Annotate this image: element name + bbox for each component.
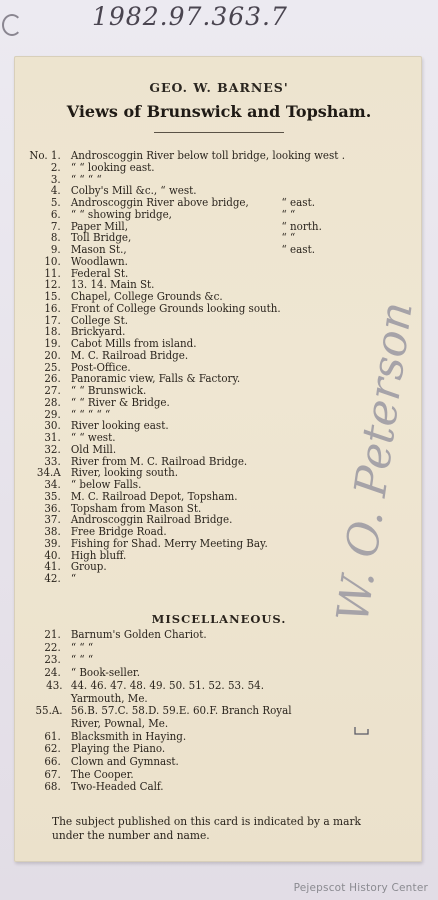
view-item-number: 8.: [50, 231, 61, 245]
view-item-title: “ “ showing bridge,: [70, 207, 172, 221]
view-item-number: 27.: [44, 384, 61, 397]
view-item-title: Chapel, College Grounds &c.: [70, 290, 223, 303]
view-item-direction: “ “: [281, 231, 296, 245]
misc-item: [0, 730, 403, 743]
view-item-title: Post-Office.: [70, 360, 131, 374]
view-item-number: 16.: [44, 301, 61, 315]
view-item-number: 9.: [50, 243, 61, 256]
misc-item-title: 56.B. 57.C. 58.D. 59.E. 60.F. Branch Royal: [70, 704, 292, 718]
view-item-number: 12.: [44, 278, 61, 292]
watermark: Pejepscot History Center: [293, 882, 428, 894]
view-item-number: 42.: [44, 572, 61, 585]
view-item-number: 5.: [50, 196, 61, 209]
view-item-direction: “ “: [281, 207, 296, 221]
view-item-number: 40.: [44, 548, 61, 562]
view-item-number: 4.: [50, 184, 61, 198]
view-item-title: River, looking south.: [70, 466, 178, 480]
view-item-title: Panoramic view, Falls & Factory.: [70, 372, 241, 386]
catalog-subtitle: Views of Brunswick and Topsham.: [66, 102, 372, 121]
view-item-title: Topsham from Mason St.: [70, 501, 202, 515]
view-item-title: M. C. Railroad Depot, Topsham.: [70, 489, 238, 503]
misc-item-title: Playing the Piano.: [70, 742, 166, 756]
view-item-number: 7.: [50, 219, 61, 233]
view-item-number: 28.: [44, 395, 61, 409]
view-item-number: 10.: [44, 254, 61, 268]
view-item-title: Mason St.,: [70, 243, 127, 256]
miscellaneous-heading: MISCELLANEOUS.: [151, 612, 287, 626]
misc-item: [0, 717, 403, 730]
view-item-title: Fishing for Shad. Merry Meeting Bay.: [70, 536, 268, 550]
view-item-title: Toll Bridge,: [70, 231, 132, 245]
misc-item-number: 61.: [44, 729, 61, 743]
misc-item: [0, 742, 403, 755]
misc-item-title: “ Book-seller.: [70, 666, 140, 680]
view-item-number: 31.: [44, 431, 61, 444]
view-item-title: “ “ “ “: [70, 172, 102, 186]
misc-item-title: River, Pownal, Me.: [70, 716, 169, 730]
handwritten-mark: [354, 726, 370, 736]
misc-item: [0, 780, 403, 793]
view-item-number: 29.: [44, 407, 61, 421]
view-item-number: 32.: [44, 442, 61, 456]
misc-item-number: 62.: [44, 742, 61, 756]
misc-item-number: 22.: [44, 640, 61, 654]
view-item-title: College St.: [70, 313, 129, 327]
view-item-direction: “ east.: [281, 196, 315, 209]
misc-item-title: “ “ “: [70, 653, 94, 667]
view-item-number: 33.: [44, 454, 61, 468]
view-item-number: 15.: [44, 290, 61, 303]
misc-item-number: 55.A.: [35, 704, 63, 718]
view-item-number: 35.: [44, 489, 61, 503]
view-item-number: 26.: [44, 372, 61, 386]
publisher-title: GEO. W. BARNES': [149, 80, 289, 95]
view-item-title: Androscoggin Railroad Bridge.: [70, 513, 233, 527]
view-item-number: 6.: [50, 207, 61, 221]
misc-item: [0, 692, 403, 705]
misc-item-number: 68.: [44, 780, 61, 794]
view-item-number: 38.: [44, 525, 61, 538]
misc-item-number: 43.: [46, 678, 63, 692]
view-item-title: “: [70, 572, 77, 585]
footer-note: The subject published on this card is indicated by a mark under the number and name.: [52, 815, 361, 843]
view-item-title: Front of College Grounds looking south.: [70, 301, 281, 315]
misc-item-number: 66.: [44, 755, 61, 768]
view-item-title: Cabot Mills from island.: [70, 337, 197, 350]
misc-item: [0, 653, 403, 666]
misc-item: [0, 679, 403, 692]
misc-item-title: “ “ “: [70, 640, 94, 654]
view-item-number: 36.: [44, 501, 61, 515]
signature-text: W. O. Peterson: [327, 298, 423, 626]
view-item-number: No. 1.: [29, 149, 61, 162]
view-item-number: 37.: [44, 513, 61, 527]
misc-item-title: Barnum's Golden Chariot.: [70, 628, 207, 641]
misc-item-number: 24.: [44, 666, 61, 680]
misc-item-title: Blacksmith in Haying.: [70, 729, 187, 743]
view-item-number: 30.: [44, 419, 61, 433]
misc-item-number: 67.: [44, 767, 61, 781]
view-item-title: Androscoggin River above bridge,: [70, 196, 249, 209]
view-item-title: Old Mill.: [70, 442, 117, 456]
misc-item: [0, 641, 403, 654]
misc-item: [0, 666, 403, 679]
view-item-number: 34.: [44, 478, 61, 491]
handwritten-signature: [312, 298, 423, 634]
view-item-title: Federal St.: [70, 266, 129, 280]
misc-item-title: Clown and Gymnast.: [70, 755, 179, 768]
view-item-number: 20.: [44, 348, 61, 362]
view-item-number: 2.: [50, 160, 61, 174]
view-item-direction: “ north.: [281, 219, 322, 233]
view-item-number: 25.: [44, 360, 61, 374]
misc-item-title: The Cooper.: [70, 767, 134, 781]
view-item-direction: “ east.: [281, 243, 315, 256]
misc-item: [0, 704, 403, 717]
misc-item: [0, 768, 403, 781]
view-item-title: “ “ “ “ “: [70, 407, 111, 421]
view-item-title: River looking east.: [70, 419, 169, 433]
view-item-title: “ “ west.: [70, 431, 116, 444]
view-item-number: 34.A: [36, 466, 61, 480]
view-item-title: Androscoggin River below toll bridge, looking west .: [70, 149, 345, 162]
view-item-title: High bluff.: [70, 548, 127, 562]
view-item-number: 41.: [44, 560, 61, 574]
view-item-title: Paper Mill,: [70, 219, 129, 233]
misc-item-title: Yarmouth, Me.: [70, 691, 148, 705]
misc-item: [0, 755, 403, 768]
view-item-number: 17.: [44, 313, 61, 327]
view-item-title: River from M. C. Railroad Bridge.: [70, 454, 248, 468]
view-item-title: 13. 14. Main St.: [70, 278, 155, 292]
view-item-title: “ below Falls.: [70, 478, 142, 491]
view-item-number: 19.: [44, 337, 61, 350]
view-item-title: Colby's Mill &c., “ west.: [70, 184, 197, 198]
view-item-title: M. C. Railroad Bridge.: [70, 348, 189, 362]
view-item-title: “ “ Brunswick.: [70, 384, 147, 397]
view-item-title: Group.: [70, 560, 107, 574]
misc-item-title: Two-Headed Calf.: [70, 780, 164, 794]
view-item-title: Free Bridge Road.: [70, 525, 167, 538]
view-item-title: “ “ looking east.: [70, 160, 155, 174]
view-item-number: 18.: [44, 325, 61, 339]
view-item-number: 3.: [50, 172, 61, 186]
view-item-title: Brickyard.: [70, 325, 126, 339]
misc-item-title: 44. 46. 47. 48. 49. 50. 51. 52. 53. 54.: [70, 678, 264, 692]
view-item-title: “ “ River & Bridge.: [70, 395, 170, 409]
view-item-number: 39.: [44, 536, 61, 550]
view-item-number: 11.: [44, 266, 61, 280]
view-item-title: Woodlawn.: [70, 254, 128, 268]
misc-item-number: 21.: [44, 628, 61, 641]
misc-item-number: 23.: [44, 653, 61, 667]
accession-number: 1982.97.363.7: [92, 2, 288, 31]
